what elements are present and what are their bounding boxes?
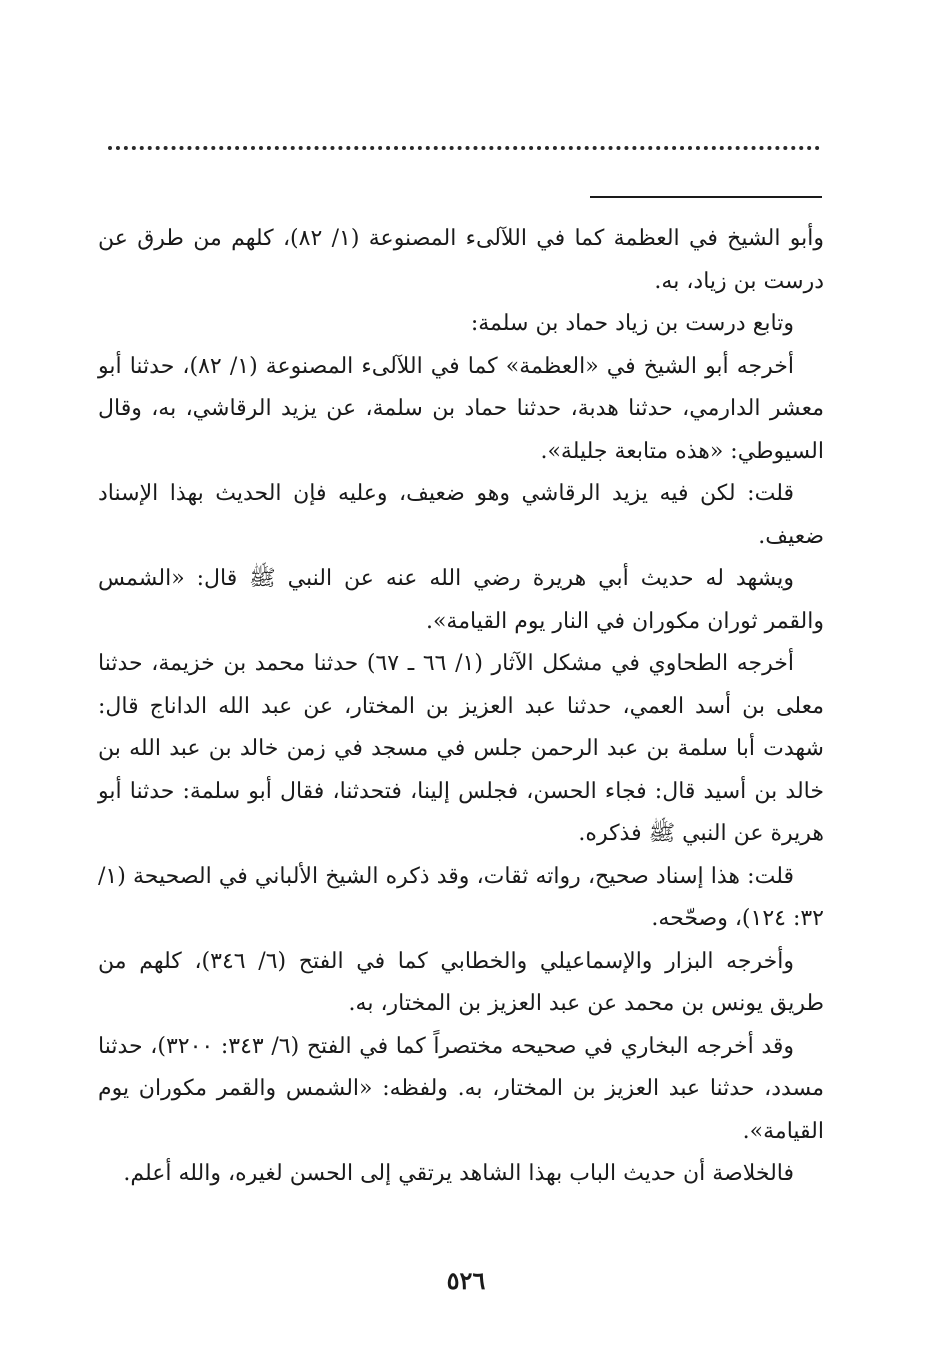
paragraph-1: وأبو الشيخ في العظمة كما في اللآلىء المصنوعة (١/ ٨٢)، كلهم من طرق عن درست بن زياد، به.	[98, 226, 824, 294]
footnote-text	[98, 218, 824, 1196]
paragraph-8: وأخرجه البزار والإسماعيلي والخطابي كما في الفتح (٦/ ٣٤٦)، كلهم من طريق يونس بن محمد عن عبد العزيز بن المختار، به.	[98, 948, 824, 1016]
paragraph-9: وقد أخرجه البخاري في صحيحه مختصراً كما في الفتح (٦/ ٣٤٣: ٣٢٠٠)، حدثنا مسدد، حدثنا عبد العزيز بن المختار، به. ولفظه: «الشمس والقمر مكوران يوم القيامة».	[98, 1033, 824, 1144]
paragraph-6: أخرجه الطحاوي في مشكل الآثار (١/ ٦٦ ـ ٦٧) حدثنا محمد بن خزيمة، حدثنا معلى بن أسد العمي، حدثنا عبد العزيز بن المختار، عن عبد الله الداناج قال: شهدت أبا سلمة بن عبد الرحمن جلس في مسجد في زمن خالد بن عبد الله بن خالد بن أسيد قال: فجاء الحسن، فجلس إلينا، فتحدثنا، فقال أبو سلمة: حدثنا أبو هريرة عن النبي ﷺ فذكره.	[98, 651, 824, 846]
dotted-separator	[108, 146, 820, 150]
paragraph-10: فالخلاصة أن حديث الباب بهذا الشاهد يرتقي إلى الحسن لغيره، والله أعلم.	[123, 1161, 794, 1186]
page-number: ٥٢٦	[446, 1266, 486, 1295]
paragraph-5: ويشهد له حديث أبي هريرة رضي الله عنه عن النبي ﷺ قال: «الشمس والقمر ثوران مكوران في النار يوم القيامة».	[98, 566, 824, 634]
paragraph-3: أخرجه أبو الشيخ في «العظمة» كما في اللآلىء المصنوعة (١/ ٨٢)، حدثنا أبو معشر الدارمي، حدثنا هدبة، حدثنا حماد بن سلمة، عن يزيد الرقاشي، به، وقال السيوطي: «هذه متابعة جليلة».	[98, 353, 824, 464]
footnote-rule	[590, 196, 822, 198]
paragraph-7: قلت: هذا إسناد صحيح، رواته ثقات، وقد ذكره الشيخ الألباني في الصحيحة (١/ ٣٢: ١٢٤)، وصحّحه.	[98, 863, 824, 931]
paragraph-2: وتابع درست بن زياد حماد بن سلمة:	[470, 311, 794, 336]
paragraph-4: قلت: لكن فيه يزيد الرقاشي وهو ضعيف، وعليه فإن الحديث بهذا الإسناد ضعيف.	[98, 481, 824, 549]
